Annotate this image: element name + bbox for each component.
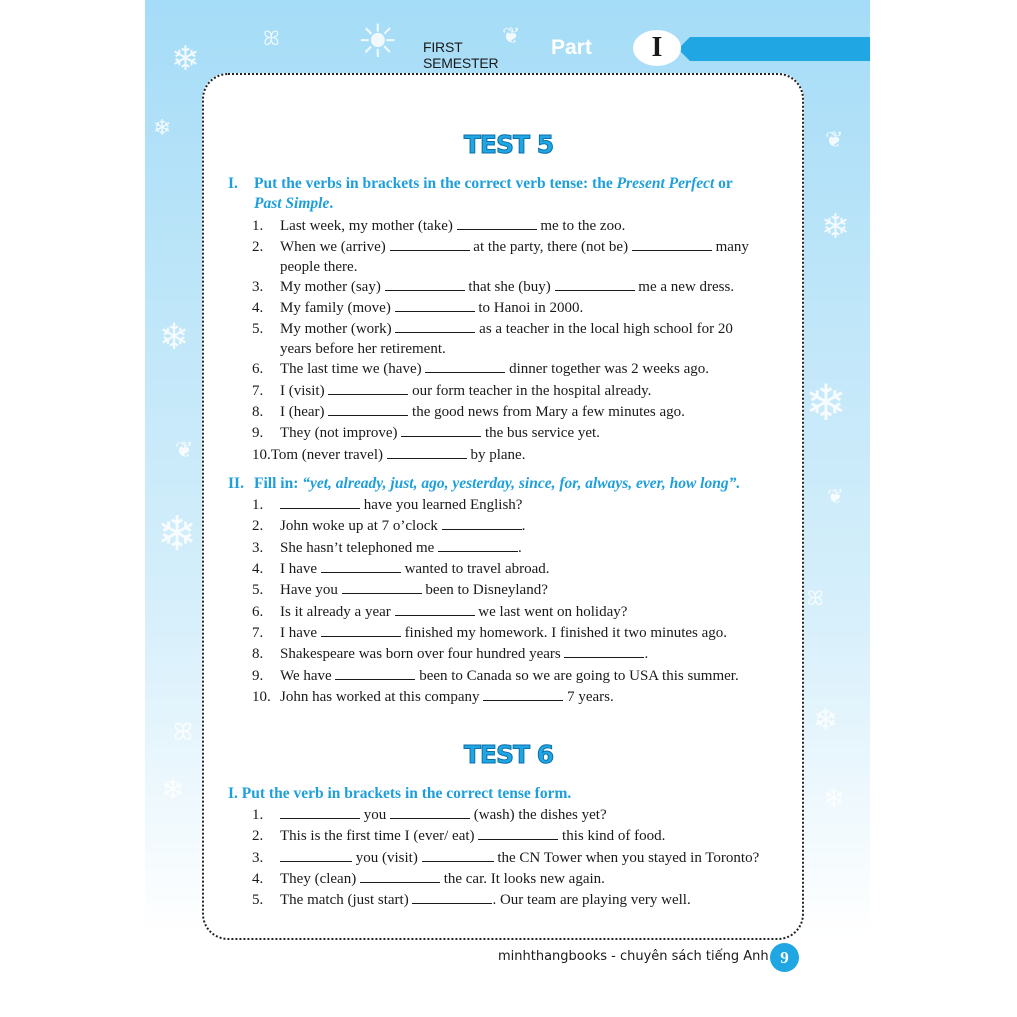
item-number: 8. [252,404,264,420]
list-item [252,826,778,846]
list-item [252,516,778,536]
list-item [252,805,778,825]
item-text: Last week, my mother (take) [280,218,457,234]
item-text: Have you [280,582,342,598]
semester-label: FIRST SEMESTER [423,39,499,71]
list-item [252,495,778,515]
leaf-icon: ❦ [175,438,194,463]
item-text: The match (just start) [280,892,413,908]
item-text: the CN Tower when you stayed in Toronto? [493,850,760,866]
header-banner [678,37,870,61]
item-text: John woke up at 7 o’clock [280,518,442,534]
answer-blank[interactable] [385,277,465,291]
item-number: 2. [252,518,264,534]
heading-italic: “yet, already, just, ago, yesterday, since, for, always, ever, how long”. [302,475,741,492]
item-text: you (visit) [352,850,422,866]
item-text: (wash) the dishes yet? [470,807,607,823]
snowflake-icon: ❄ [171,39,200,79]
item-text: dinner together was 2 weeks ago. [505,361,710,377]
item-number: 5. [252,321,264,337]
answer-blank[interactable] [483,687,563,701]
answer-blank[interactable] [328,381,408,395]
list-item [252,869,778,889]
butterfly-icon: ꕤ [263,26,280,50]
item-text: the car. It looks new again. [439,871,605,887]
heading-text: Put the verb in brackets in the correct tense form. [241,785,572,802]
answer-blank[interactable] [321,623,401,637]
part-number: I [633,30,681,66]
item-number: 4. [252,561,264,577]
list-item [252,402,778,422]
test5-section2-heading [228,474,788,494]
item-number: 6. [252,361,264,377]
item-text: John has worked at this company [280,689,484,705]
item-text: 7 years. [563,689,614,705]
item-number: 10. [252,447,271,463]
list-item [252,644,778,664]
item-text: . [644,646,649,662]
item-text: Shakespeare was born over four hundred years [280,646,565,662]
answer-blank[interactable] [401,423,481,437]
item-text: been to Canada so we are going to USA this summer. [415,668,739,684]
heading-italic: Past Simple [254,195,330,212]
test6-section1-heading [228,784,788,804]
answer-blank[interactable] [564,644,644,658]
list-item [252,237,778,277]
list-item [252,319,778,359]
heading-italic: Present Perfect [616,175,715,192]
answer-blank[interactable] [395,298,475,312]
item-text: by plane. [466,447,526,463]
item-text: My family (move) [280,300,395,316]
item-number: 3. [252,279,264,295]
answer-blank[interactable] [412,890,492,904]
list-item [252,298,778,318]
item-number: 9. [252,425,264,441]
item-text: They (clean) [280,871,360,887]
item-number: 9. [252,668,264,684]
snowflake-icon: ❄ [159,317,190,358]
snowflake-icon: ❄ [161,773,185,806]
item-text: When we (arrive) [280,239,390,255]
item-text: the bus service yet. [481,425,600,441]
snowflake-icon: ❄ [821,207,850,247]
item-number: 4. [252,300,264,316]
item-text: this kind of food. [558,828,666,844]
answer-blank[interactable] [395,319,475,333]
answer-blank[interactable] [555,277,635,291]
snowflake-icon: ❄ [823,784,845,814]
part-label: Part [551,36,592,59]
test6-title: TEST 6 [463,740,554,769]
butterfly-icon: ꕤ [173,718,193,746]
item-text: Tom (never travel) [270,447,387,463]
item-text: been to Disneyland? [421,582,548,598]
answer-blank[interactable] [335,666,415,680]
answer-blank[interactable] [360,869,440,883]
heading-text: or [714,175,733,192]
item-text: that she (buy) [464,279,555,295]
item-text: our form teacher in the hospital already. [408,383,652,399]
list-item [252,559,778,579]
footer-publisher: minhthangbooks - chuyên sách tiếng Anh [498,949,769,964]
snowflake-icon: ❄ [813,703,839,738]
answer-blank[interactable] [280,495,360,509]
answer-blank[interactable] [280,805,360,819]
item-text: we last went on holiday? [474,604,628,620]
answer-blank[interactable] [425,359,505,373]
item-text: years before her retirement. [280,341,446,357]
snowflake-icon: ❄ [157,506,198,562]
list-item [252,602,778,622]
test5-section1-heading [228,174,788,214]
item-text: I (visit) [280,383,329,399]
answer-blank[interactable] [457,216,537,230]
answer-blank[interactable] [342,580,422,594]
item-text: many [711,239,749,255]
item-text: finished my homework. I finished it two minutes ago. [400,625,728,641]
item-text: We have [280,668,336,684]
answer-blank[interactable] [328,402,408,416]
item-text: wanted to travel abroad. [400,561,550,577]
heading-text: Put the verbs in brackets in the correct verb tense: the [254,175,617,192]
item-text: to Hanoi in 2000. [474,300,584,316]
item-number: 1. [252,218,264,234]
list-item [252,423,778,443]
item-text: . Our team are playing very well. [492,892,691,908]
list-item [252,890,778,910]
heading-text: . [329,195,334,212]
list-item [252,216,778,236]
item-number: 10. [252,689,271,705]
list-item [252,359,778,379]
list-item [252,666,778,686]
answer-blank[interactable] [390,237,470,251]
list-item [252,538,778,558]
item-number: 5. [252,582,264,598]
answer-blank[interactable] [422,848,494,862]
heading-text: Fill in: [254,475,303,492]
snowflake-icon: ❄ [805,374,847,432]
section-roman: I. [228,175,238,192]
answer-blank[interactable] [438,538,518,552]
item-text: me to the zoo. [536,218,626,234]
item-number: 6. [252,604,264,620]
item-text: you [360,807,390,823]
answer-blank[interactable] [395,602,475,616]
list-item [252,381,778,401]
item-number: 2. [252,239,264,255]
section-roman: II. [228,475,244,492]
sun-icon: ☀ [357,14,399,68]
list-item [252,277,778,297]
item-text: My mother (say) [280,279,385,295]
list-item [252,687,778,707]
list-item [252,445,778,465]
item-number: 2. [252,828,264,844]
item-text: at the party, there (not be) [469,239,632,255]
item-number: 8. [252,646,264,662]
item-text: . [521,518,526,534]
item-text: This is the first time I (ever/ eat) [280,828,479,844]
item-text: me a new dress. [634,279,735,295]
item-number: 4. [252,871,264,887]
item-text: I (hear) [280,404,329,420]
answer-blank[interactable] [632,237,712,251]
answer-blank[interactable] [387,445,467,459]
list-item [252,580,778,600]
item-number: 3. [252,540,264,556]
item-text: Is it already a year [280,604,395,620]
butterfly-icon: ꕤ [807,586,824,610]
item-text: She hasn’t telephoned me [280,540,439,556]
item-text: I have [280,561,321,577]
item-text: as a teacher in the local high school for 20 [475,321,733,337]
answer-blank[interactable] [321,559,401,573]
item-number: 5. [252,892,264,908]
item-text: people there. [280,259,358,275]
item-number: 1. [252,497,264,513]
item-text: . [518,540,522,556]
page-number: 9 [770,943,799,972]
leaf-icon: ❦ [827,484,844,508]
item-text: the good news from Mary a few minutes ago. [408,404,685,420]
leaf-icon: ❦ [825,128,844,153]
item-number: 7. [252,625,264,641]
answer-blank[interactable] [442,516,522,530]
item-number: 3. [252,850,264,866]
item-text: My mother (work) [280,321,396,337]
list-item [252,848,778,868]
answer-blank[interactable] [478,826,558,840]
snowflake-icon: ❄ [153,116,172,141]
section-roman: I. [228,785,238,802]
item-text: I have [280,625,321,641]
item-text: have you learned English? [360,497,523,513]
item-text: The last time we (have) [280,361,426,377]
answer-blank[interactable] [280,848,352,862]
answer-blank[interactable] [390,805,470,819]
leaf-icon: ❦ [502,24,521,49]
list-item [252,623,778,643]
item-number: 1. [252,807,264,823]
test5-title: TEST 5 [463,130,554,159]
item-number: 7. [252,383,264,399]
item-text: They (not improve) [280,425,402,441]
